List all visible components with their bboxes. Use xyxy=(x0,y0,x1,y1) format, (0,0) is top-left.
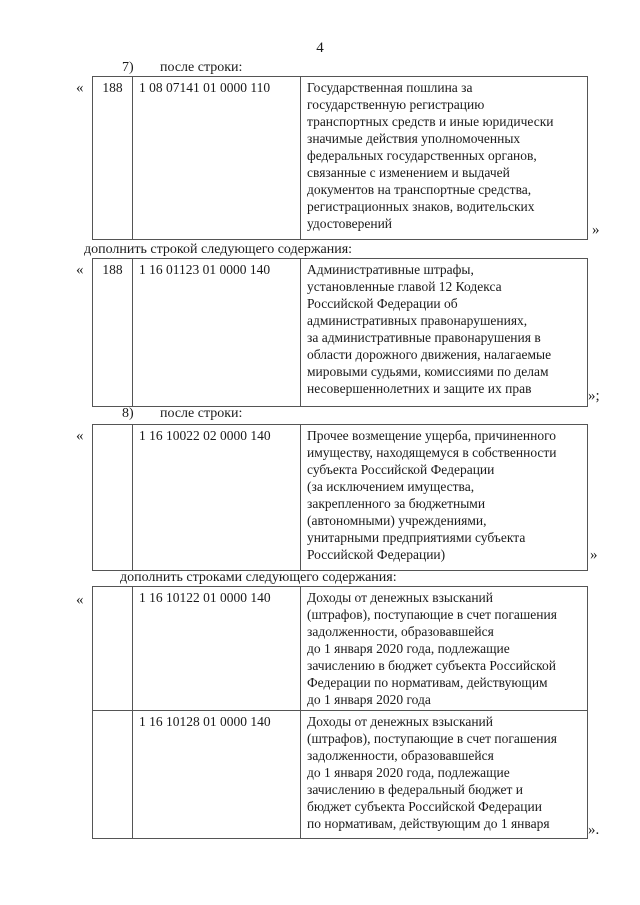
code-kbk-cell: 1 16 10128 01 0000 140 xyxy=(133,711,301,839)
code-kbk-cell: 1 16 10122 01 0000 140 xyxy=(133,587,301,711)
code-admin-cell: 188 xyxy=(93,77,133,240)
description-cell: Прочее возмещение ущерба, причиненного имуществу, находящемуся в собственности субъекта Российской Федерации (за исключением имущества, закрепленного за бюджетными (автономными) учреждениями, унитарными предприятиями субъекта Российской Федерации) xyxy=(301,425,588,571)
code-admin-cell xyxy=(93,587,133,711)
table-existing-row-7 xyxy=(92,76,588,240)
open-quote: « xyxy=(76,592,84,608)
table-new-rows-8 xyxy=(92,586,588,839)
section-7-item-number: 7) xyxy=(122,60,134,75)
code-admin-cell xyxy=(93,425,133,571)
table-row xyxy=(93,711,588,839)
table-existing-row-8 xyxy=(92,424,588,571)
close-quote: ». xyxy=(588,822,600,838)
code-kbk-cell: 1 08 07141 01 0000 110 xyxy=(133,77,301,240)
close-quote: » xyxy=(592,222,600,238)
section-8-item-number: 8) xyxy=(122,406,134,421)
description-cell: Доходы от денежных взысканий (штрафов), поступающие в счет погашения задолженности, образовавшейся до 1 января 2020 года, подлежащие зачислению в федеральный бюджет и бюджет субъекта Российской Федерации по нормативам, действующим до 1 января xyxy=(301,711,588,839)
open-quote: « xyxy=(76,428,84,444)
section-8-heading xyxy=(122,406,242,422)
open-quote: « xyxy=(76,262,84,278)
code-kbk-cell: 1 16 10022 02 0000 140 xyxy=(133,425,301,571)
section-8-add-text: дополнить строками следующего содержания: xyxy=(120,570,397,585)
section-7-heading xyxy=(122,60,242,76)
close-quote: » xyxy=(590,547,598,563)
section-7-after-text: после строки: xyxy=(160,60,243,75)
table-row xyxy=(93,425,588,571)
code-admin-cell xyxy=(93,711,133,839)
description-cell: Административные штрафы, установленные главой 12 Кодекса Российской Федерации об административных правонарушениях, за административные правонарушения в области дорожного движения, налагаемые мировыми судьями, комиссиями по делам несовершеннолетних и защите их прав xyxy=(301,259,588,407)
section-7-add-text: дополнить строкой следующего содержания: xyxy=(84,242,353,257)
close-quote: »; xyxy=(588,388,600,404)
description-cell: Государственная пошлина за государственную регистрацию транспортных средств и иные юридически значимые действия уполномоченных федеральных государственных органов, связанные с изменением и выдачей документов на транспортные средства, регистрационных знаков, водительских удостоверений xyxy=(301,77,588,240)
table-new-row-7 xyxy=(92,258,588,407)
table-row xyxy=(93,77,588,240)
section-8-after-text: после строки: xyxy=(160,406,243,421)
open-quote: « xyxy=(76,80,84,96)
code-admin-cell: 188 xyxy=(93,259,133,407)
page-number: 4 xyxy=(316,40,324,56)
description-cell: Доходы от денежных взысканий (штрафов), поступающие в счет погашения задолженности, образовавшейся до 1 января 2020 года, подлежащие зачислению в бюджет субъекта Российской Федерации по нормативам, действующим до 1 января 2020 года xyxy=(301,587,588,711)
code-kbk-cell: 1 16 01123 01 0000 140 xyxy=(133,259,301,407)
table-row xyxy=(93,587,588,711)
table-row xyxy=(93,259,588,407)
